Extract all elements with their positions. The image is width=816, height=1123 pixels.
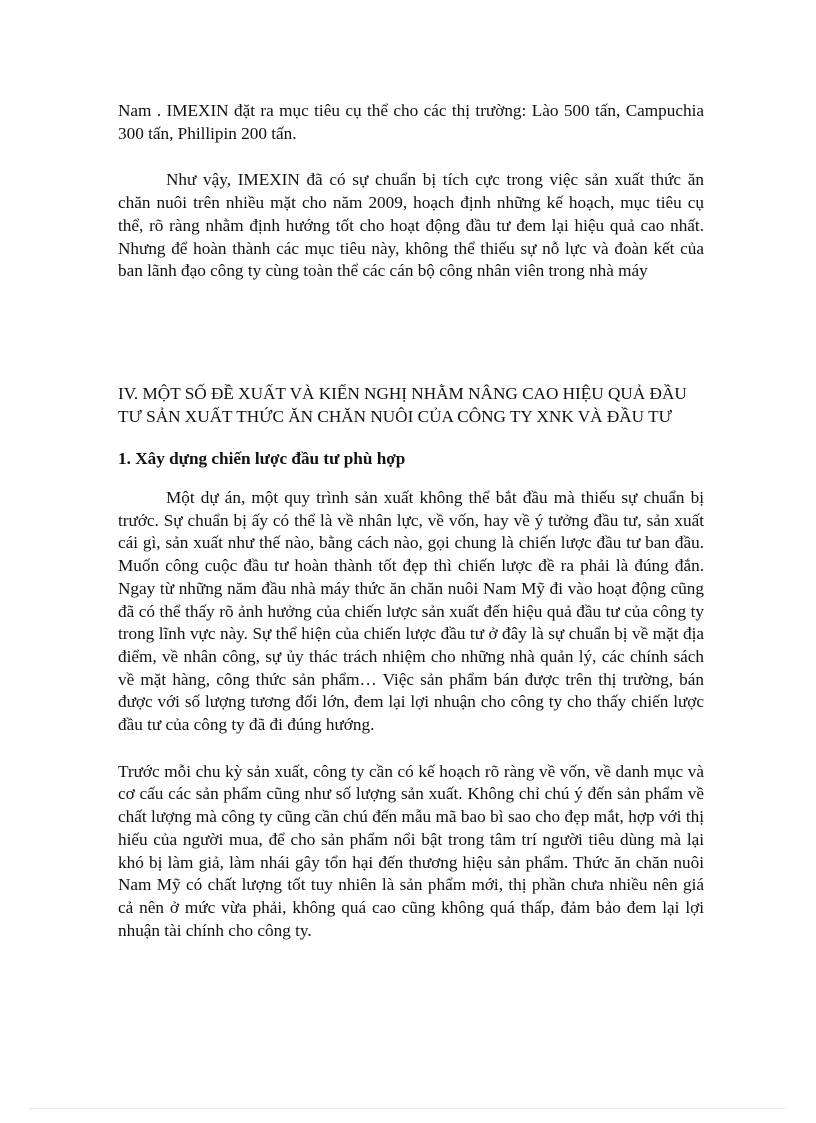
intro-paragraph: Nam . IMEXIN đặt ra mục tiêu cụ thể cho các thị trường: Lào 500 tấn, Campuchia 300 tấn, Phillipin 200 tấn. (118, 101, 704, 143)
summary-paragraph: Như vậy, IMEXIN đã có sự chuẩn bị tích cực trong việc sản xuất thức ăn chăn nuôi trên nhiều mặt cho năm 2009, hoạch định những kế hoạch, mục tiêu cụ thể, rõ ràng nhằm định hướng tốt cho hoạt động đầu tư đem lại hiệu quả cao nhất. Nhưng để hoàn thành các mục tiêu này, không thể thiếu sự nỗ lực và đoàn kết của ban lãnh đạo công ty cùng toàn thể các cán bộ công nhân viên trong nhà máy (118, 170, 704, 281)
document-page (118, 100, 704, 942)
subsection-heading: 1. Xây dựng chiến lược đầu tư phù hợp (118, 449, 406, 469)
body-paragraph-1: Một dự án, một quy trình sản xuất không thể bắt đầu mà thiếu sự chuẩn bị trước. Sự chuẩn bị ấy có thể là về nhân lực, về vốn, hay về ý tưởng đầu tư, sản xuất cái gì, sản xuất như thế nào, bằng cách nào, gọi chung là chiến lược đầu tư ban đầu. Muốn công cuộc đầu tư hoàn thành tốt đẹp thì chiến lược đề ra phải là đúng đắn. Ngay từ những năm đầu nhà máy thức ăn chăn nuôi Nam Mỹ đi vào hoạt động cũng đã có thể thấy rõ ảnh hưởng của chiến lược sản xuất đến hiệu quả đầu tư của công ty trong lĩnh vực này. Sự thể hiện của chiến lược đầu tư ở đây là sự chuẩn bị về mặt địa điểm, về nhân công, sự ủy thác trách nhiệm cho những nhà quản lý, các chính sách về mặt hàng, công thức sản phẩm… Việc sản phẩm bán được trên thị trường, bán được với số lượng tương đối lớn, đem lại lợi nhuận cho công ty cho thấy chiến lược đầu tư của công ty đã đi đúng hướng. (118, 488, 704, 735)
section-heading: IV. MỘT SỐ ĐỀ XUẤT VÀ KIẾN NGHỊ NHẰM NÂNG CAO HIỆU QUẢ ĐẦU TƯ SẢN XUẤT THỨC ĂN CHĂN NUÔI CỦA CÔNG TY XNK VÀ ĐẦU TƯ (118, 383, 687, 426)
body-paragraph-2: Trước mỗi chu kỳ sản xuất, công ty cần có kế hoạch rõ ràng về vốn, về danh mục và cơ cấu các sản phẩm cũng như số lượng sản xuất. Không chỉ chú ý đến sản phẩm về chất lượng mà công ty cũng cần chú đến mẫu mã bao bì sao cho đẹp mắt, hợp với thị hiếu của người mua, để cho sản phẩm nổi bật trong tâm trí người tiêu dùng mà lại khó bị làm giả, làm nhái gây tổn hại đến thương hiệu sản phẩm. Thức ăn chăn nuôi Nam Mỹ có chất lượng tốt tuy nhiên là sản phẩm mới, thị phần chưa nhiều nên giá cả nên ở mức vừa phải, không quá cao cũng không quá thấp, đảm bảo đem lại lợi nhuận tài chính cho công ty. (118, 761, 704, 940)
page-bottom-divider (30, 1108, 786, 1109)
